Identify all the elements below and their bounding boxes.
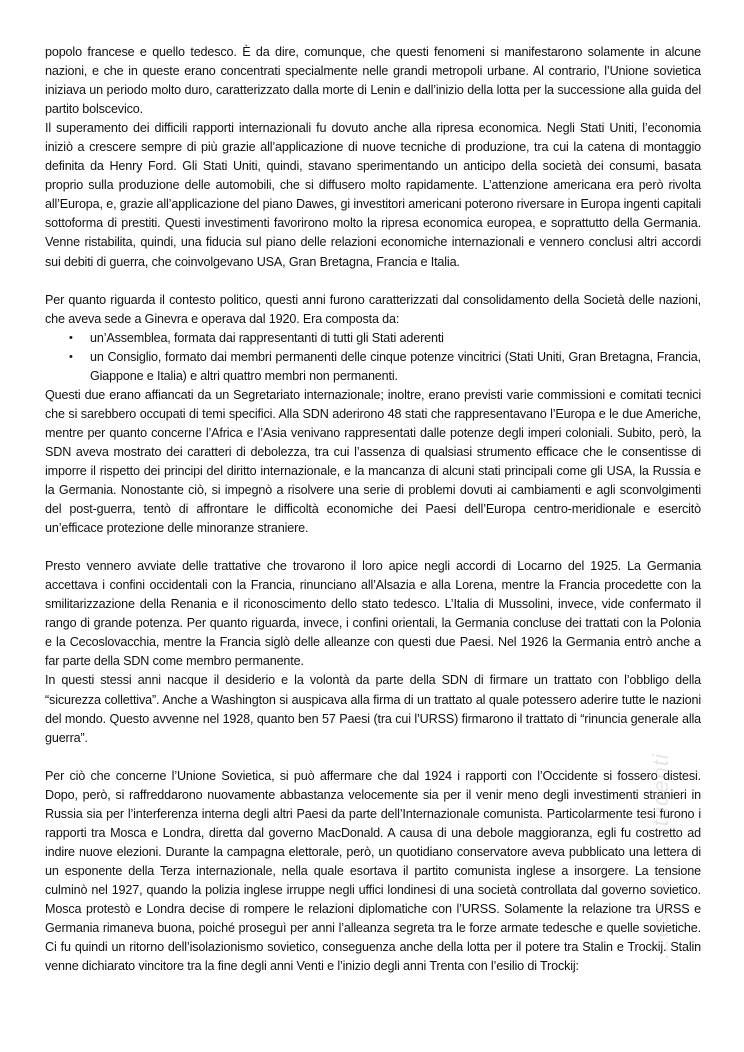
paragraph-sdn-weakness: Questi due erano affiancati da un Segretariato internazionale; inoltre, erano previsti varie commissioni e comitati tecnici che si sarebbero occupati di temi specifici. Alla SDN aderirono 48 stati che rappresentavano l’Europa e le due Americhe, mentre per quanto concerne l’Africa e l’Asia venivano rappresentati dalle potenze degli imperi coloniali. Subito, però, la SDN aveva mostrato dei caratteri di debolezza, tra cui l’assenza di qualsiasi strumento efficace che le consentisse di imporre il rispetto dei principi del diritto internazionale, e la mancanza di alcuni stati principali come gli USA, la Russia e la Germania. Nonostante ciò, si impegnò a risolvere una serie di problemi dovuti ai cambiamenti e agli sconvolgimenti del post-guerra, tentò di affrontare le difficoltà economiche dei Paesi dell’Europa centro-meridionale e esercitò un’efficace protezione delle minoranze straniere. xyxy=(45,387,701,536)
bullet-icon: • xyxy=(69,331,73,344)
list-item-text: un Consiglio, formato dai membri permanenti delle cinque potenze vincitrici (Stati Uniti, Gran Bretagna, Francia, Giappone e Italia) e altri quattro membri non permanenti. xyxy=(90,349,701,383)
watermark: …ess © … studenti xyxy=(648,753,673,960)
list-item xyxy=(45,329,701,348)
paragraph-intro-continuation: popolo francese e quello tedesco. È da dire, comunque, che questi fenomeni si manifestarono solamente in alcune nazioni, e che in queste erano concentrati specialmente nelle grandi metropoli urbane. Al contrario, l’Unione sovietica iniziava un periodo molto duro, caratterizzato dalla morte di Lenin e dall’inizio della lotta per la successione alla guida del partito bolscevico. xyxy=(45,45,701,117)
list-item xyxy=(45,348,701,386)
paragraph-soviet-union: Per ciò che concerne l’Unione Sovietica, si può affermare che dal 1924 i rapporti con l’Occidente si fossero distesi. Dopo, però, si raffreddarono nuovamente abbastanza velocemente sia per il venir meno degli investimenti stranieri in Russia sia per l’interferenza interna degli altri Paesi da parte dell’Internazionale comunista. Particolarmente tesi furono i rapporti tra Mosca e Londra, diretta dal governo MacDonald. A causa di una debole maggioranza, egli fu costretto ad indire nuove elezioni. Durante la campagna elettorale, però, un quotidiano conservatore aveva pubblicato una lettera di un esponente della Terza internazionale, nella quale esortava il partito comunista inglese a insorgere. La tensione culminò nel 1927, quando la polizia inglese irruppe negli uffici londinesi di una società controllata dal governo sovietico. Mosca protestò e Londra decise di rompere le relazioni diplomatiche con l’URSS. Solamente la relazione tra URSS e Germania rimaneva buona, poiché proseguì per anni l’alleanza segreta tra le forze armate tedesche e quelle sovietiche. Ci fu quindi un ritorno dell’isolazionismo sovietico, conseguenza anche della lotta per il potere tra Stalin e Trockij. Stalin venne dichiarato vincitore tra la fine degli anni Venti e l’inizio degli anni Trenta con l’esilio di Trockij: xyxy=(45,768,701,974)
bullet-list-sdn-composition xyxy=(45,329,701,386)
list-item-text: un’Assemblea, formata dai rappresentanti di tutti gli Stati aderenti xyxy=(90,330,444,345)
paragraph-political-context: Per quanto riguarda il contesto politico, questi anni furono caratterizzati dal consolidamento della Società delle nazioni, che aveva sede a Ginevra e operava dal 1920. Era composta da: xyxy=(45,292,701,326)
document-page xyxy=(45,43,701,976)
paragraph-economic-recovery: Il superamento dei difficili rapporti internazionali fu dovuto anche alla ripresa economica. Negli Stati Uniti, l’economia iniziò a crescere sempre di più grazie all’applicazione di nuove tecniche di produzione, tra cui la catena di montaggio definita da Henry Ford. Gli Stati Uniti, quindi, stavano sperimentando un anticipo della società dei consumi, basata proprio sulla produzione delle automobili, che si diffusero molto rapidamente. L’attenzione americana era però rivolta all’Europa, e, grazie all’applicazione del piano Dawes, gi investitori americani poterono riversare in Europa ingenti capitali sottoforma di prestiti. Questi investimenti favorirono molto la ripresa economica europea, e soprattutto della Germania. Venne ristabilita, quindi, una fiducia sul piano delle relazioni economiche internazionali e vennero conclusi altri accordi sui debiti di guerra, che coinvolgevano USA, Gran Bretagna, Francia e Italia. xyxy=(45,121,701,269)
paragraph-collective-security: In questi stessi anni nacque il desiderio e la volontà da parte della SDN di firmare un trattato con l’obbligo della “sicurezza collettiva”. Anche a Washington si auspicava alla firma di un trattato al quale potessero aderire tutte le nazioni del mondo. Questo avvenne nel 1928, quanto ben 57 Paesi (tra cui l’URSS) firmarono il trattato di “rinuncia generale alla guerra”. xyxy=(45,673,701,745)
paragraph-locarno: Presto vennero avviate delle trattative che trovarono il loro apice negli accordi di Locarno del 1925. La Germania accettava i confini occidentali con la Francia, rinunciano all’Alsazia e alla Lorena, mentre la Francia procedette con la smilitarizzazione della Renania e il riconoscimento dello stato tedesco. L’Italia di Mussolini, invece, vide confermato il rango di grande potenza. Per quanto riguarda, invece, i confini orientali, la Germania concluse dei trattati con la Polonia e la Cecoslovacchia, mentre la Francia siglò delle alleanze con questi due Paesi. Nel 1926 la Germania entrò anche a far parte della SDN come membro permanente. xyxy=(45,559,701,669)
bullet-icon: • xyxy=(69,350,73,363)
